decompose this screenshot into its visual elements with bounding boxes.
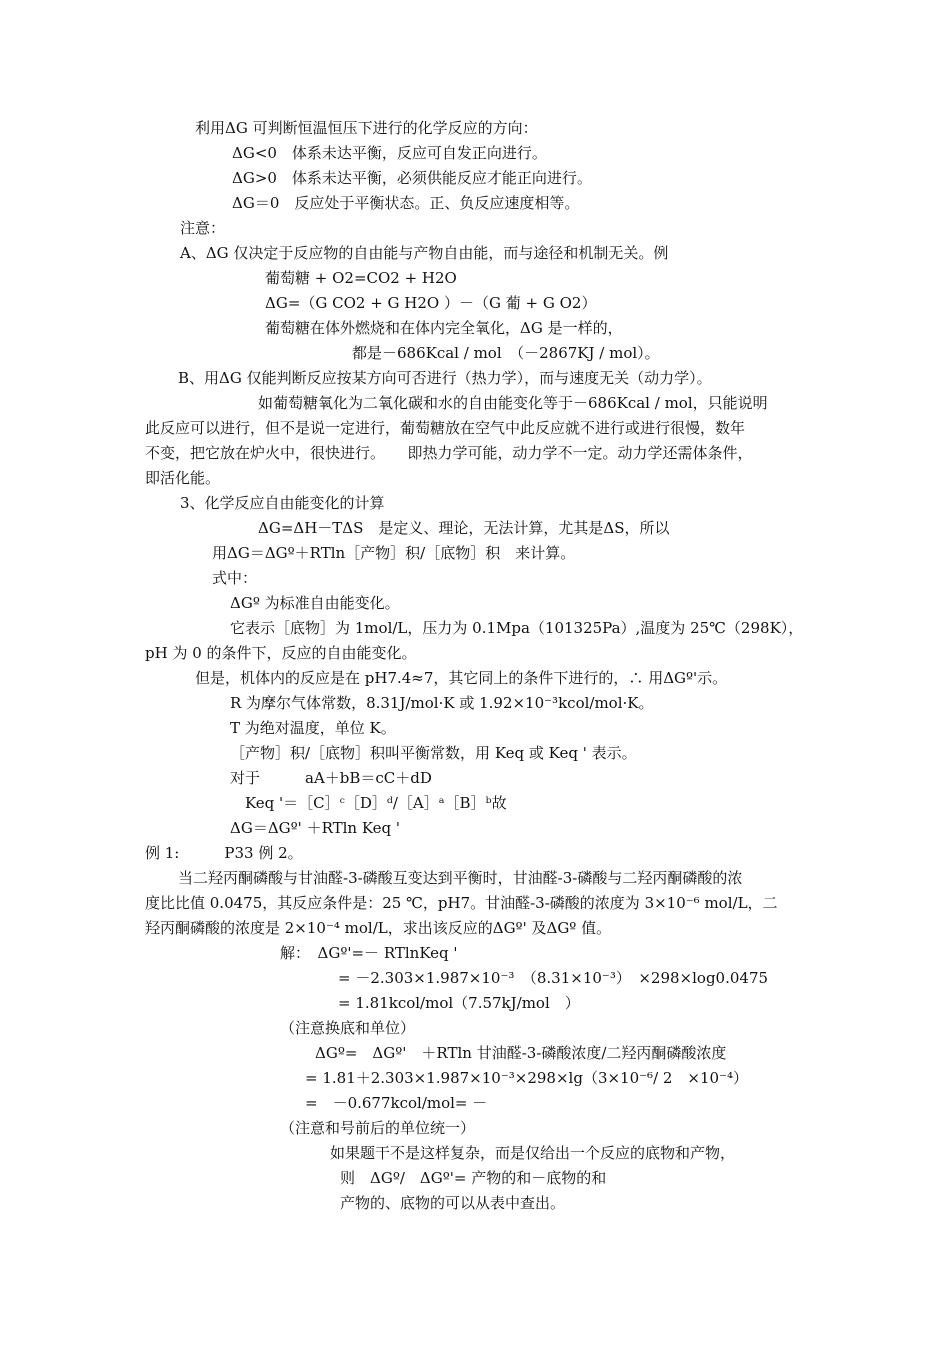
text-line: 如果题干不是这样复杂，而是仅给出一个反应的底物和产物，	[330, 1144, 736, 1162]
text-line: ΔG＝0 反应处于平衡状态。正、负反应速度相等。	[232, 194, 580, 212]
text-line: 都是－686Kcal / mol （－2867KJ / mol）。	[352, 344, 660, 362]
text-line: 但是，机体内的反应是在 pH7.4≈7，其它同上的条件下进行的，∴ 用ΔGº'示。	[195, 669, 728, 687]
text-line: 例 1: P33 例 2。	[145, 844, 303, 862]
text-line: = －2.303×1.987×10⁻³ （8.31×10⁻³） ×298×log0.0475	[338, 969, 769, 987]
text-line: （注意和号前后的单位统一）	[280, 1119, 476, 1137]
text-line: ΔGº 为标准自由能变化。	[230, 594, 400, 612]
text-line: R 为摩尔气体常数，8.31J/mol·K 或 1.92×10⁻³kcol/mol·K。	[230, 694, 654, 712]
text-line: 解： ΔGº'=－ RTlnKeq '	[280, 944, 458, 962]
text-line: 当二羟丙酮磷酸与甘油醛-3-磷酸互变达到平衡时，甘油醛-3-磷酸与二羟丙酮磷酸的浓	[178, 869, 743, 887]
text-line: A、ΔG 仅决定于反应物的自由能与产物自由能，而与途径和机制无关。例	[180, 244, 669, 262]
text-line: pH 为 0 的条件下，反应的自由能变化。	[145, 644, 417, 662]
text-line: 产物的、底物的可以从表中查出。	[340, 1194, 566, 1212]
text-line: ΔG＝ΔGº' ＋RTln Keq '	[230, 819, 401, 837]
text-line: 3、化学反应自由能变化的计算	[180, 494, 385, 512]
text-line: ΔG>0 体系未达平衡，必须供能反应才能正向进行。	[232, 169, 592, 187]
text-line: 则 ΔGº/ ΔGº'= 产物的和－底物的和	[340, 1169, 607, 1187]
text-line: 即活化能。	[145, 469, 221, 487]
text-line: ΔG=ΔH－TΔS 是定义、理论，无法计算，尤其是ΔS，所以	[258, 519, 670, 537]
text-line: 它表示［底物］为 1mol/L，压力为 0.1Mpa（101325Pa）,温度为 25℃（298K），	[230, 619, 804, 637]
text-line: 度比比值 0.0475，其反应条件是：25 ℃，pH7。甘油醛-3-磷酸的浓度为 3×10⁻⁶ mol/L，二	[145, 894, 778, 912]
text-line: Keq '＝［C］ᶜ［D］ᵈ/［A］ᵃ［B］ᵇ故	[245, 794, 507, 812]
text-line: 此反应可以进行，但不是说一定进行，葡萄糖放在空气中此反应就不进行或进行很慢，数年	[145, 419, 746, 437]
text-line: 注意：	[180, 219, 226, 237]
text-line: = 1.81＋2.303×1.987×10⁻³×298×lg（3×10⁻⁶/ 2 ×10⁻⁴）	[305, 1069, 749, 1087]
text-line: ΔGº= ΔGº' ＋RTln 甘油醛-3-磷酸浓度/二羟丙酮磷酸浓度	[315, 1044, 727, 1062]
text-line: 利用ΔG 可判断恒温恒压下进行的化学反应的方向：	[195, 119, 538, 137]
text-line: 羟丙酮磷酸的浓度是 2×10⁻⁴ mol/L，求出该反应的ΔGº' 及ΔGº 值。	[145, 919, 612, 937]
text-line: ΔG<0 体系未达平衡，反应可自发正向进行。	[232, 144, 547, 162]
text-line: B、用ΔG 仅能判断反应按某方向可否进行（热力学），而与速度无关（动力学）。	[178, 369, 712, 387]
text-line: 葡萄糖在体外燃烧和在体内完全氧化，ΔG 是一样的，	[265, 319, 623, 337]
text-line: 对于 aA＋bB＝cC＋dD	[230, 769, 432, 787]
text-line: ［产物］积/［底物］积叫平衡常数，用 Keq 或 Keq ' 表示。	[230, 744, 637, 762]
text-line: = 1.81kcol/mol（7.57kJ/mol ）	[338, 994, 580, 1012]
text-line: （注意换底和单位）	[280, 1019, 416, 1037]
text-line: 不变，把它放在炉火中，很快进行。 即热力学可能，动力学不一定。动力学还需体条件，	[145, 444, 753, 462]
text-line: 式中：	[212, 569, 258, 587]
text-line: = －0.677kcol/mol= －	[305, 1094, 488, 1112]
text-line: 如葡萄糖氧化为二氧化碳和水的自由能变化等于－686Kcal / mol，只能说明	[258, 394, 768, 412]
text-line: 葡萄糖 + O2=CO2 + H2O	[265, 269, 457, 287]
text-line: ΔG=（G CO2 + G H2O ）－（G 葡 + G O2）	[265, 294, 597, 312]
text-line: T 为绝对温度，单位 K。	[230, 719, 396, 737]
text-line: 用ΔG＝ΔGº＋RTln［产物］积/［底物］积 来计算。	[212, 544, 576, 562]
